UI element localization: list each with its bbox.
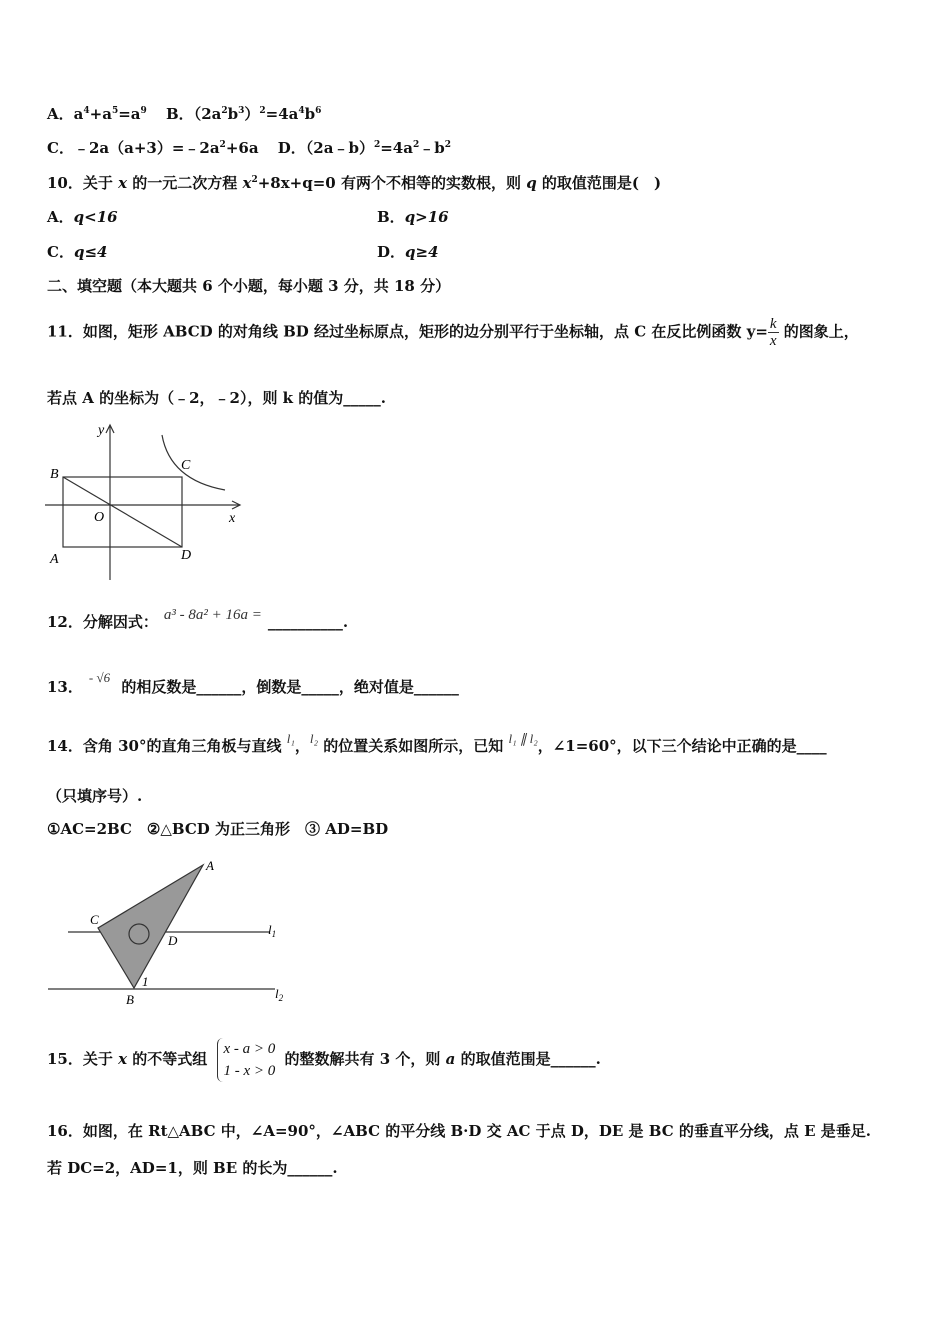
q14-stem-2: （只填序号）. [47, 787, 143, 805]
q9-options-cd: C．$﹣2a(a+3)=﹣2a^2+6a$ D．$(2a﹣b)^2=4a^2﹣b^2$ [47, 139, 451, 157]
q10-stem: 10．关于 x 的一元二次方程 $x^2+8x+q=0$ 有两个不相等的实数根，则 q 的取值范围是( ) [47, 174, 662, 192]
diagonal-bd [63, 477, 182, 547]
label-o: O [94, 510, 105, 525]
q14-figure [40, 850, 300, 1010]
label-d: D [181, 548, 192, 563]
label-c: C [181, 458, 191, 473]
label-a: A [206, 858, 214, 873]
q16-stem-2: 若 DC=2，AD=1，则 BE 的长为______. [47, 1159, 338, 1177]
label-b: B [50, 467, 59, 482]
label-l1: $l_1$ [268, 922, 277, 939]
label-angle-1: 1 [142, 974, 149, 989]
section-heading: 二、填空题（本大题共 6 个小题，每小题 3 分，共 18 分） [47, 277, 451, 295]
q15-stem: 15．关于 x 的不等式组 x - a > 0 1 - x > 0 的整数解共有 3 个，则 a 的取值范围是______. [47, 1038, 601, 1082]
q11-stem-2: 若点 A 的坐标为（﹣2，﹣2），则 k 的值为_____. [47, 389, 387, 407]
inequality-system: x - a > 0 1 - x > 0 [217, 1038, 276, 1082]
label-d: D [168, 933, 178, 948]
label-a: A [50, 552, 59, 567]
hyperbola-curve [162, 435, 225, 490]
q11-figure [40, 420, 245, 585]
q14-options: ①AC=2BC ②△BCD 为正三角形 ③ AD=BD [47, 820, 389, 838]
q11-stem: 11．如图，矩形 ABCD 的对角线 BD 经过坐标原点，矩形的边分别平行于坐标轴，点 C 在反比例函数 y= $\frac{k}{x}$ 的图象上， [47, 316, 859, 349]
triangle-ruler [98, 865, 203, 988]
q10-option-a: A．q<16 [47, 208, 118, 226]
q12-stem: 12．分解因式： a³ - 8a² + 16a = __________. [47, 607, 349, 631]
q10-option-b: B．q>16 [377, 208, 449, 226]
q11-fraction: $\frac{k}{x}$ [769, 316, 777, 349]
label-c: C [90, 912, 99, 927]
label-b: B [126, 992, 134, 1007]
q13-stem: 13．- √6 的相反数是______，倒数是_____，绝对值是______ [47, 670, 459, 696]
label-x: x [229, 511, 236, 526]
q14-stem: 14．含角 30°的直角三角板与直线 l₁，l₂ 的位置关系如图所示，已知 l₁ ∥ l₂，∠1=60°，以下三个结论中正确的是____ [47, 731, 827, 755]
label-l2: $l_2$ [275, 986, 284, 1003]
q10-option-c: C．q≤4 [47, 243, 108, 261]
q9-options-ab: A．$a^4+a^5=a^9$ B．$(2a^2b^3)^2=4a^4b^6$ [47, 105, 322, 123]
label-y: y [98, 423, 105, 438]
q16-stem: 16．如图，在 Rt△ABC 中，∠A=90°，∠ABC 的平分线 B·D 交 AC 于点 D，DE 是 BC 的垂直平分线，点 E 是垂足. [47, 1122, 871, 1140]
q10-option-d: D．q≥4 [377, 243, 439, 261]
